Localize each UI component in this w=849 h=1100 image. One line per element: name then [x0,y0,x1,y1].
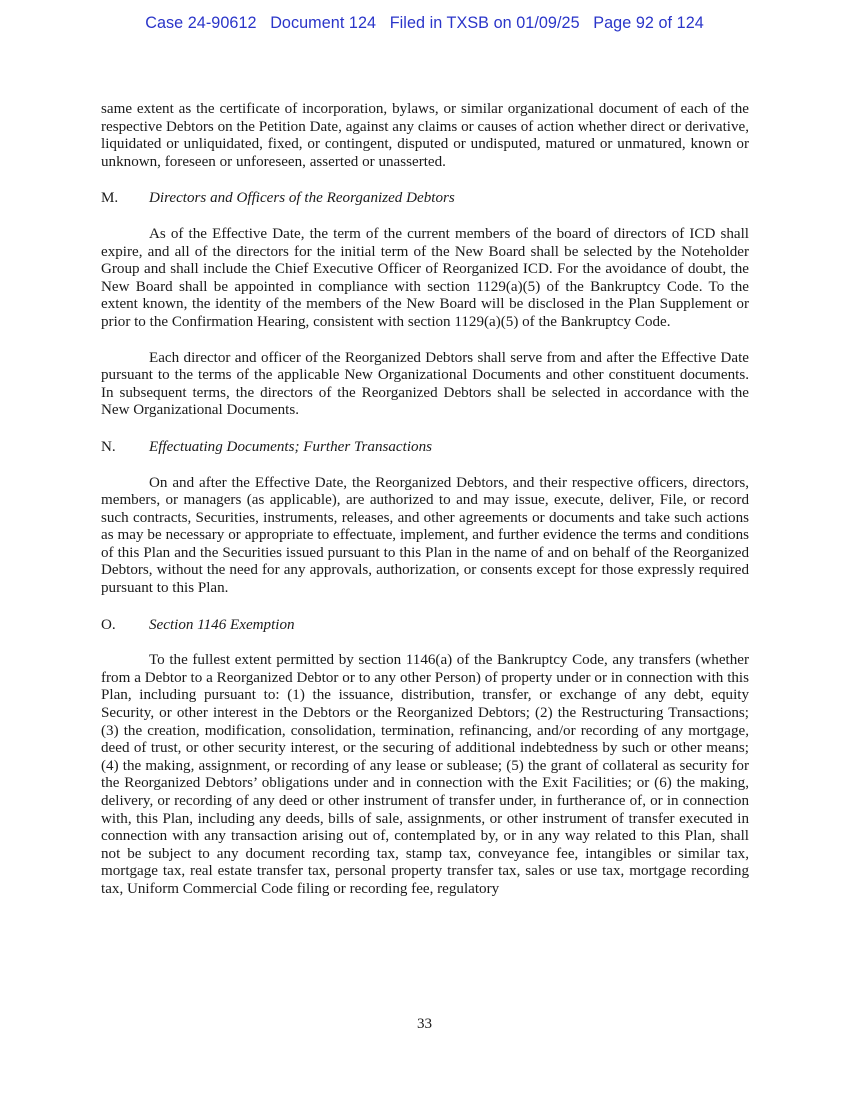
case-filing-header: Case 24-90612 Document 124 Filed in TXSB on 01/09/25 Page 92 of 124 [145,14,704,32]
section-m-paragraph-2: Each director and officer of the Reorganized Debtors shall serve from and after the Effective Date pursuant to the terms of the applicable New Organizational Documents and other constituent documents. In subsequent terms, the directors of the Reorganized Debtors shall be selected in accordance with the New Organizational Documents. [101,349,749,419]
section-heading-n [101,439,749,457]
section-o-paragraph-1: To the fullest extent permitted by section 1146(a) of the Bankruptcy Code, any transfers (whether from a Debtor to a Reorganized Debtor or to any other Person) of property under or in connection with this Plan, including pursuant to: (1) the issuance, distribution, transfer, or exchange of any debt, equity Security, or other interest in the Debtors or the Reorganized Debtors; (2) the Restructuring Transactions; (3) the creation, modification, consolidation, termination, refinancing, and/or recording of any mortgage, deed of trust, or other security interest, or the securing of additional indebtedness by such or other means; (4) the making, assignment, or recording of any lease or sublease; (5) the grant of collateral as security for the Reorganized Debtors’ obligations under and in connection with the Exit Facilities; or (6) the making, delivery, or recording of any deed or other instrument of transfer under, in furtherance of, or in connection with, this Plan, including any deeds, bills of sale, assignments, or other instrument of transfer executed in connection with any transaction arising out of, contemplated by, or in any way related to this Plan, shall not be subject to any document recording tax, stamp tax, conveyance fee, intangibles or similar tax, mortgage tax, real estate transfer tax, personal property transfer tax, sales or use tax, mortgage recording tax, Uniform Commercial Code filing or recording fee, regulatory [101,652,749,897]
section-letter: N. [101,438,116,455]
section-m-paragraph-1: As of the Effective Date, the term of the current members of the board of directors of ICD shall expire, and all of the directors for the initial term of the New Board shall be selected by the Noteholder Group and shall include the Chief Executive Officer of Reorganized ICD. For the avoidance of doubt, the New Board shall be appointed in compliance with section 1129(a)(5) of the Bankruptcy Code. To the extent known, the identity of the members of the New Board will be disclosed in the Plan Supplement or prior to the Confirmation Hearing, consistent with section 1129(a)(5) of the Bankruptcy Code. [101,225,749,330]
section-title: Directors and Officers of the Reorganized Debtors [149,190,455,207]
section-letter: M. [101,190,119,207]
section-title: Effectuating Documents; Further Transactions [149,438,432,455]
section-letter: O. [101,616,116,633]
page-number: 33 [416,1016,433,1032]
section-heading-m [101,190,749,208]
paragraph-spacer [101,332,749,350]
document-body [101,101,749,899]
continuation-paragraph: same extent as the certificate of incorporation, bylaws, or similar organizational document of each of the respective Debtors on the Petition Date, against any claims or causes of action whether direct or derivative, liquidated or unliquidated, fixed, or contingent, disputed or undisputed, matured or unmatured, known or unknown, foreseen or unforeseen, asserted or unasserted. [101,101,749,170]
section-n-paragraph-1: On and after the Effective Date, the Reorganized Debtors, and their respective officers, directors, members, or managers (as applicable), are authorized to and may issue, execute, deliver, File, or record such contracts, Securities, instruments, releases, and other agreements or documents and take such actions as may be necessary or appropriate to effectuate, implement, and further evidence the terms and conditions of this Plan and the Securities issued pursuant to this Plan in the name of and on behalf of the Reorganized Debtors, without the need for any approvals, authorization, or consents except for those expressly required pursuant to this Plan. [101,474,749,597]
section-title: Section 1146 Exemption [149,616,295,633]
section-heading-o [101,617,749,635]
